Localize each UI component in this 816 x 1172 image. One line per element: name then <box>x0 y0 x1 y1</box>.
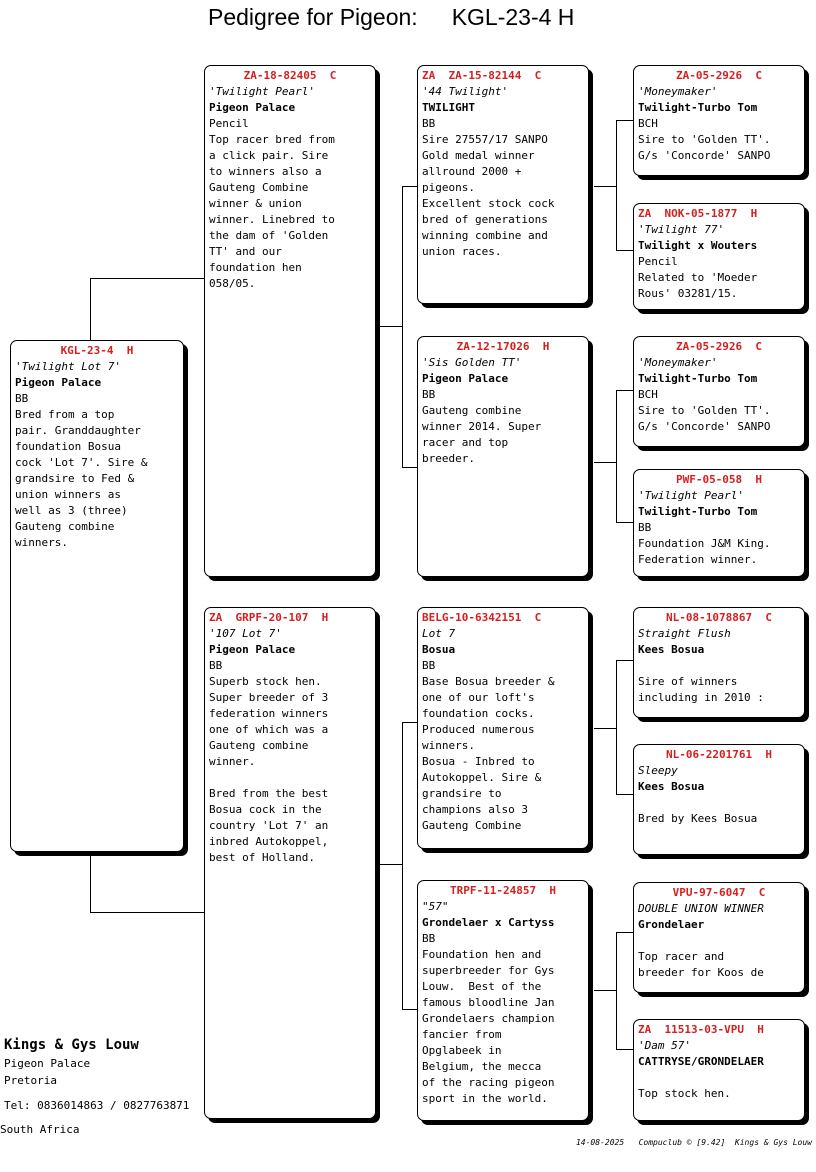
pigeon-notes: Foundation J&M King. Federation winner. <box>638 537 771 566</box>
ring-number: NL-06-2201761 H <box>666 748 772 761</box>
title-label: Pedigree for Pigeon: <box>208 4 418 30</box>
pigeon-notes: Top racer bred from a click pair. Sire to winners also a Gauteng Combine winner & union winner. Linebred to the dam of 'Golden TT' and our foundation hen 058/05. <box>209 133 335 290</box>
pigeon-card-sds[interactable] <box>633 336 805 447</box>
ring-number: ZA-05-2926 C <box>675 340 763 353</box>
pigeon-colour <box>638 933 800 949</box>
ring-number: ZA ZA-15-82144 C <box>422 69 542 82</box>
connector-line <box>402 186 403 468</box>
pigeon-name: 'Dam 57' <box>638 1039 691 1052</box>
pigeon-card-sdd[interactable] <box>633 469 805 577</box>
owner-loft: Pigeon Palace <box>4 1057 91 1070</box>
pigeon-name: Sleepy <box>638 764 678 777</box>
pigeon-colour: BCH <box>638 117 658 130</box>
pigeon-name: 'Twilight Lot 7' <box>15 360 121 373</box>
pigeon-card-sire-dam[interactable] <box>417 336 589 577</box>
connector-line <box>616 120 633 121</box>
pigeon-colour: Pencil <box>638 255 678 268</box>
pigeon-colour: BB <box>422 388 436 401</box>
pigeon-notes: Superb stock hen. Super breeder of 3 federation winners one of which was a Gauteng combine winner. Bred from the best Bosua cock in the country 'Lot 7' an inbred Autokoppel, best of Holland. <box>209 675 329 864</box>
page-title <box>208 4 574 31</box>
pigeon-notes: Base Bosua breeder & one of our loft's foundation cocks. Produced numerous winners. Bosua - Inbred to Autokoppel. Sire & grandsire to champions also 3 Gauteng Combine <box>422 675 555 832</box>
connector-line <box>616 250 633 251</box>
pigeon-name: DOUBLE UNION WINNER <box>638 902 764 915</box>
connector-line <box>616 660 617 795</box>
pigeon-breeder: Grondelaer x Cartyss <box>422 916 555 929</box>
pigeon-breeder: Twilight-Turbo Tom <box>638 101 758 114</box>
connector-line <box>90 912 204 913</box>
connector-line <box>616 660 633 661</box>
ring-number: BELG-10-6342151 C <box>422 611 542 624</box>
pigeon-card-dam[interactable] <box>204 607 376 1119</box>
pigeon-notes: Foundation hen and superbreeder for Gys Louw. Best of the famous bloodline Jan Grondelaers champion fancier from Opglabeek in Belgium, the mecca of the racing pigeon sport in the world. <box>422 948 555 1105</box>
pigeon-card-sire[interactable] <box>204 65 376 577</box>
ring-number: ZA-12-17026 H <box>456 340 550 353</box>
connector-line <box>402 1009 417 1010</box>
connector-line <box>616 1049 633 1050</box>
connector-line <box>616 794 633 795</box>
pigeon-colour: BB <box>15 392 29 405</box>
pigeon-name: 'Twilight Pearl' <box>209 85 315 98</box>
pigeon-name: '44 Twilight' <box>422 85 509 98</box>
pigeon-breeder: Kees Bosua <box>638 643 705 656</box>
connector-line <box>616 120 617 251</box>
pigeon-name: 'Sis Golden TT' <box>422 356 522 369</box>
owner-info <box>4 1035 189 1114</box>
pigeon-card-dam-dam[interactable] <box>417 880 589 1121</box>
pigeon-notes: Bred by Kees Bosua <box>638 812 758 825</box>
pigeon-card-dam-sire[interactable] <box>417 607 589 849</box>
pigeon-colour: BCH <box>638 388 658 401</box>
footer-credit: 14-08-2025 Compuclub © [9.42] Kings & Gys Louw <box>575 1138 812 1147</box>
owner-name: Kings & Gys Louw <box>4 1037 139 1053</box>
owner-country: South Africa <box>0 1123 80 1136</box>
pigeon-breeder: TWILIGHT <box>422 101 475 114</box>
ring-number: ZA-18-82405 C <box>243 69 337 82</box>
connector-line <box>402 722 403 1010</box>
pigeon-notes: Related to 'Moeder Rous' 03281/15. <box>638 271 758 300</box>
connector-line <box>402 722 417 723</box>
ring-number: ZA-05-2926 C <box>675 69 763 82</box>
pigeon-name: '107 Lot 7' <box>209 627 282 640</box>
pigeon-card-dds[interactable] <box>633 882 805 993</box>
pigeon-notes: Sire 27557/17 SANPO Gold medal winner allround 2000 + pigeons. Excellent stock cock bred of generations winning combine and union races. <box>422 133 555 258</box>
ring-number: PWF-05-058 H <box>675 473 763 486</box>
pigeon-name: 'Twilight Pearl' <box>638 489 744 502</box>
pigeon-card-ddd[interactable] <box>633 1019 805 1121</box>
pigeon-breeder: Pigeon Palace <box>209 643 296 656</box>
pigeon-colour <box>638 658 800 674</box>
pigeon-card-sire-sire[interactable] <box>417 65 589 304</box>
pigeon-colour: BB <box>422 659 436 672</box>
pigeon-notes: Gauteng combine winner 2014. Super racer and top breeder. <box>422 404 542 465</box>
ring-number: VPU-97-6047 C <box>672 886 766 899</box>
pigeon-notes: Sire to 'Golden TT'. G/s 'Concorde' SANPO <box>638 133 771 162</box>
connector-line <box>594 728 616 729</box>
ring-number: ZA NOK-05-1877 H <box>638 207 758 220</box>
pigeon-breeder: Pigeon Palace <box>422 372 509 385</box>
ring-number: KGL-23-4 H <box>60 344 134 357</box>
connector-line <box>380 326 402 327</box>
connector-line <box>594 990 616 991</box>
owner-city: Pretoria <box>4 1074 57 1087</box>
pigeon-colour <box>638 795 800 811</box>
pigeon-breeder: Bosua <box>422 643 456 656</box>
connector-line <box>616 390 633 391</box>
connector-line <box>616 522 633 523</box>
pigeon-notes: Top racer and breeder for Koos de <box>638 950 764 979</box>
pigeon-notes: Bred from a top pair. Granddaughter foundation Bosua cock 'Lot 7'. Sire & grandsire to Fed & union winners as well as 3 (three) Gauteng combine winners. <box>15 408 148 549</box>
pigeon-colour: BB <box>209 659 223 672</box>
pigeon-name: 'Moneymaker' <box>638 356 718 369</box>
pigeon-breeder: Twilight x Wouters <box>638 239 758 252</box>
pigeon-name: "57" <box>422 900 449 913</box>
connector-line <box>594 186 616 187</box>
owner-tel: Tel: 0836014863 / 0827763871 <box>4 1099 190 1112</box>
pigeon-colour: BB <box>422 117 436 130</box>
pigeon-colour: Pencil <box>209 117 249 130</box>
pigeon-card-dsd[interactable] <box>633 744 805 855</box>
pigeon-name: Lot 7 <box>422 627 456 640</box>
pigeon-breeder: Pigeon Palace <box>209 101 296 114</box>
ring-number: ZA GRPF-20-107 H <box>209 611 329 624</box>
pigeon-breeder: Grondelaer <box>638 918 705 931</box>
connector-line <box>616 932 617 1050</box>
connector-line <box>616 932 633 933</box>
pigeon-breeder: Kees Bosua <box>638 780 705 793</box>
pigeon-breeder: CATTRYSE/GRONDELAER <box>638 1055 764 1068</box>
pigeon-breeder: Twilight-Turbo Tom <box>638 505 758 518</box>
connector-line <box>90 278 91 340</box>
pigeon-colour <box>638 1070 800 1086</box>
pigeon-card-subject[interactable] <box>10 340 184 852</box>
pigeon-breeder: Pigeon Palace <box>15 376 102 389</box>
pigeon-colour: BB <box>422 932 436 945</box>
ring-number: ZA 11513-03-VPU H <box>638 1023 764 1036</box>
connector-line <box>616 390 617 523</box>
connector-line <box>380 864 402 865</box>
title-pigeon-id: KGL-23-4 H <box>451 4 575 30</box>
pigeon-colour: BB <box>638 521 652 534</box>
pigeon-card-dss[interactable] <box>633 607 805 718</box>
connector-line <box>90 852 91 913</box>
connector-line <box>594 462 616 463</box>
pigeon-breeder: Twilight-Turbo Tom <box>638 372 758 385</box>
pigeon-name: 'Moneymaker' <box>638 85 718 98</box>
connector-line <box>402 186 417 187</box>
pigeon-name: 'Twilight 77' <box>638 223 725 236</box>
connector-line <box>402 467 417 468</box>
pigeon-notes: Sire to 'Golden TT'. G/s 'Concorde' SANPO <box>638 404 771 433</box>
pigeon-notes: Sire of winners including in 2010 : <box>638 675 764 704</box>
ring-number: TRPF-11-24857 H <box>450 884 556 897</box>
connector-line <box>90 278 204 279</box>
pigeon-card-sss[interactable] <box>633 65 805 176</box>
ring-number: NL-08-1078867 C <box>666 611 772 624</box>
pigeon-card-ssd[interactable] <box>633 203 805 310</box>
pigeon-name: Straight Flush <box>638 627 731 640</box>
pigeon-notes: Top stock hen. <box>638 1087 731 1100</box>
